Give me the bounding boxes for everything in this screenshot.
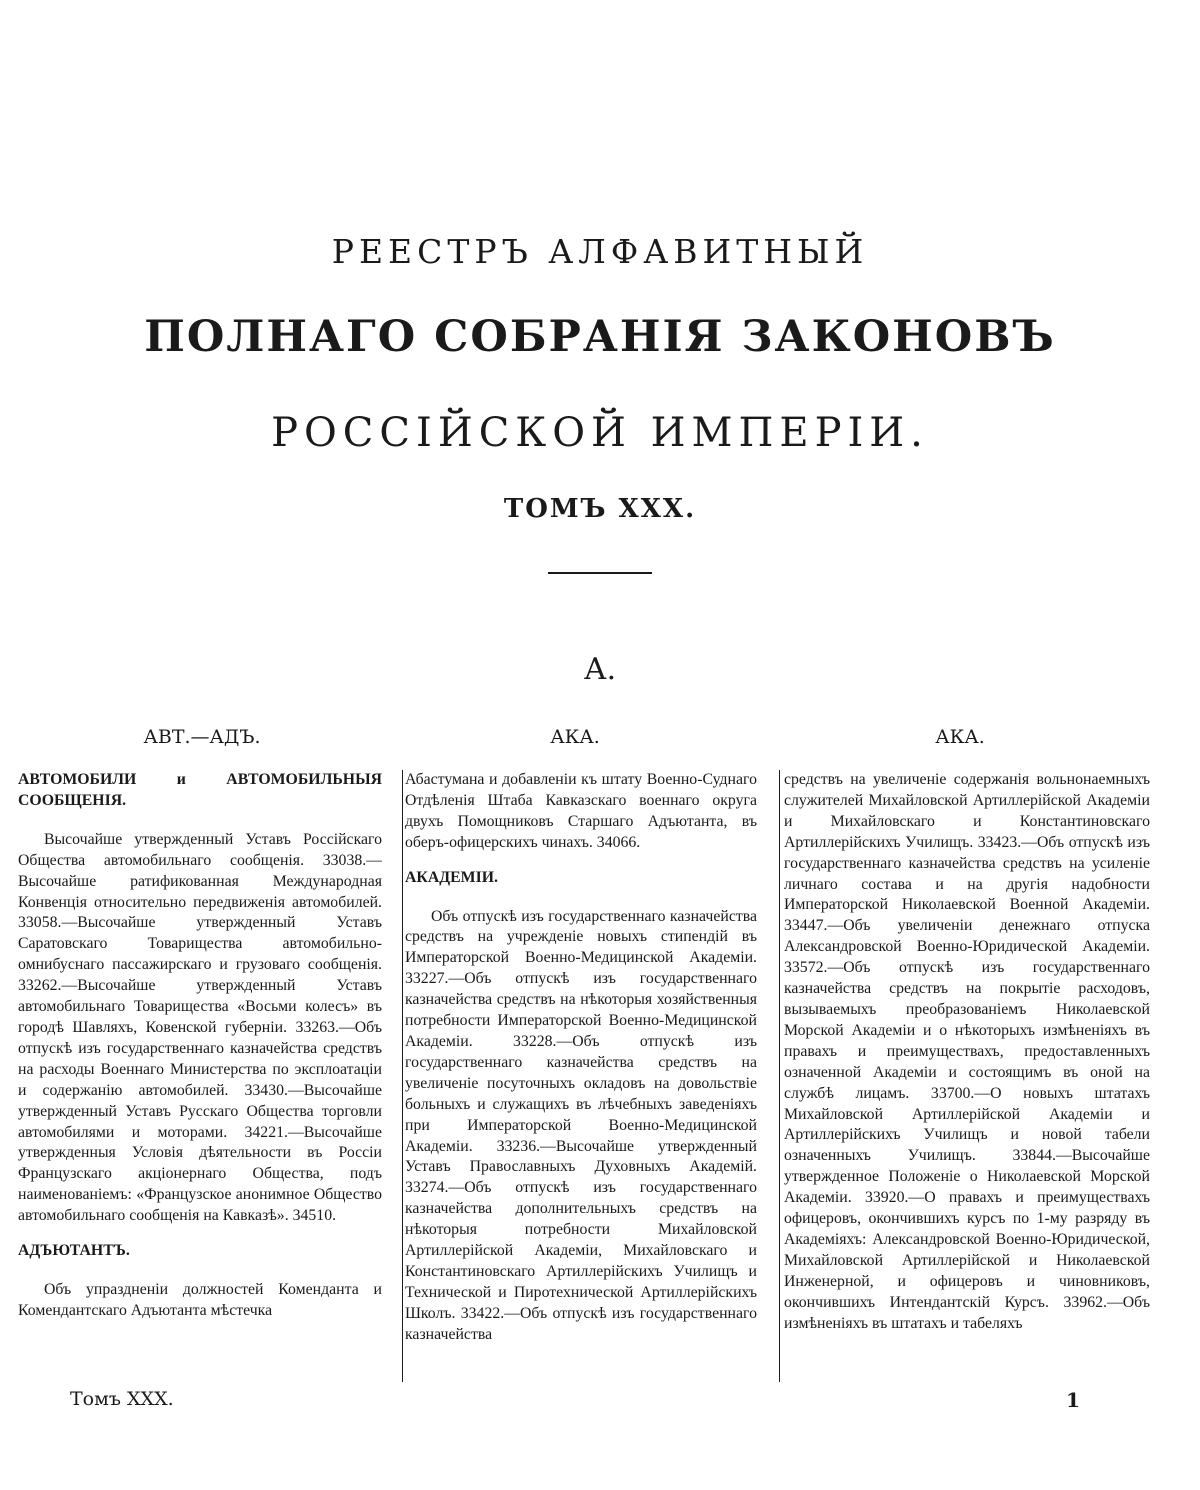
volume-title: ТОМЪ XXX. [503,494,697,524]
title-line-2: ПОЛНАГО СОБРАНІЯ ЗАКОНОВЪ [144,312,1056,362]
entry-title-adjutant: АДЪЮТАНТЪ. [18,1242,130,1260]
entry-body-automobiles: Высочайше утвержденный Уставъ Россійскаго Общества автомобильнаго сообщенія. 33038.—Высочайше ратификованная Международная Конвенція относительно передвиженія автомобилей. 33058.—Высочайше утвержденный Уставъ Саратовскаго Товарищества автомобильно-омнибуснаго пассажирскаго и грузоваго сообщенія. 33262.—Высочайше утвержденный Уставъ автомобильнаго Товарищества «Восьми колесъ» въ городѣ Шавляхъ, Ковенской губерніи. 33263.—Объ отпускѣ изъ государственнаго казначейства средствъ на расходы Военнаго Министерства по эксплоатаціи и содержанію автомобилей. 33430.—Высочайше утвержденный Уставъ Русскаго Общества торговли автомобилями и моторами. 34221.—Высочайше утвержденныя Условія дѣятельности въ Россіи Французскаго акціонернаго Общества, подъ наименованіемъ: «Французское анонимное Общество автомобильнаго сообщенія на Кавказѣ». 34510. [18,830,382,1225]
column-1 [18,770,382,1382]
entry-body-adjutant: Объ упраздненіи должностей Коменданта и Комендантскаго Адъютанта мѣстечка [18,1280,382,1319]
column-3 [779,770,1150,1382]
title-divider [548,572,652,574]
footer-volume: Томъ XXX. [70,1388,174,1410]
title-line-1: РЕЕСТРЪ АЛФАВИТНЫЙ [331,232,869,271]
section-letter: А. [583,652,617,687]
column-2 [402,770,757,1382]
entry-title-automobiles: АВТОМОБИЛИ и АВТОМОБИЛЬНЫЯ СООБЩЕНІЯ. [18,771,382,809]
column-2-header: АКА. [550,726,600,748]
title-line-3: РОССІЙСКОЙ ИМПЕРІИ. [271,410,929,456]
column-1-header: АВТ.—АДЪ. [143,726,261,748]
page-number: 1 [1066,1388,1080,1412]
entry-title-academies: АКАДЕМІИ. [405,868,498,886]
entry-body-adjutant-continued: Абастумана и добавленіи къ штату Военно-Суднаго Отдѣленія Штаба Кавказскаго военнаго округа двухъ Помощниковъ Старшаго Адъютанта, въ оберъ-офицерскихъ чинахъ. 34066. [405,771,757,851]
entry-body-academies-continued: средствъ на увеличеніе содержанія вольнонаемныхъ служителей Михайловской Артиллерійской Академіи и Михайловскаго и Константиновскаго Артиллерійскихъ Училищъ. 33423.—Объ отпускѣ изъ государственнаго казначейства средствъ на усиленіе личнаго состава и на другія надобности Императорской Николаевской Военной Академіи. 33447.—Объ увеличеніи денежнаго отпуска Александровской Военно-Юридической Академіи. 33572.—Объ отпускѣ изъ государственнаго казначейства средствъ на покрытіе расходовъ, вызываемыхъ преобразованіемъ Николаевской Морской Академіи и о нѣкоторыхъ измѣненіяхъ въ правахъ и преимуществахъ, предоставленныхъ означенной Академіи и состоящимъ въ оной на службѣ лицамъ. 33700.—О новыхъ штатахъ Михайловской Артиллерійской Академіи и Артиллерійскихъ Училищъ и новой табели означенныхъ Училищъ. 33844.—Высочайше утвержденное Положеніе о Николаевской Морской Академіи. 33920.—О правахъ и преимуществахъ офицеровъ, окончившихъ курсъ по 1-му разряду въ Академіяхъ: Александровской Военно-Юридической, Михайловской Артиллерійской и Николаевской Инженерной, и офицеровъ и чиновниковъ, окончившихъ Интендантскій Курсъ. 33962.—Объ измѣненіяхъ въ штатахъ и табеляхъ [784,771,1150,1332]
entry-body-academies: Объ отпускѣ изъ государственнаго казначейства средствъ на учрежденіе новыхъ стипендій въ Императорской Военно-Медицинской Академіи. 33227.—Объ отпускѣ изъ государственнаго казначейства средствъ на нѣкоторыя хозяйственныя потребности Императорской Военно-Медицинской Академіи. 33228.—Объ отпускѣ изъ государственнаго казначейства средствъ на увеличеніе посуточныхъ окладовъ на довольствіе больныхъ и служащихъ въ лѣчебныхъ заведеніяхъ при Императорской Военно-Медицинской Академіи. 33236.—Высочайше утвержденный Уставъ Православныхъ Духовныхъ Академій. 33274.—Объ отпускѣ изъ государственнаго казначейства дополнительныхъ средствъ на нѣкоторыя потребности Михайловской Артиллерійской Академіи, Михайловскаго и Константиновскаго Артиллерійскихъ Училищъ и Технической и Пиротехнической Артиллерійскихъ Школъ. 33422.—Объ отпускѣ изъ государственнаго казначейства [405,907,757,1343]
column-3-header: АКА. [935,726,985,748]
